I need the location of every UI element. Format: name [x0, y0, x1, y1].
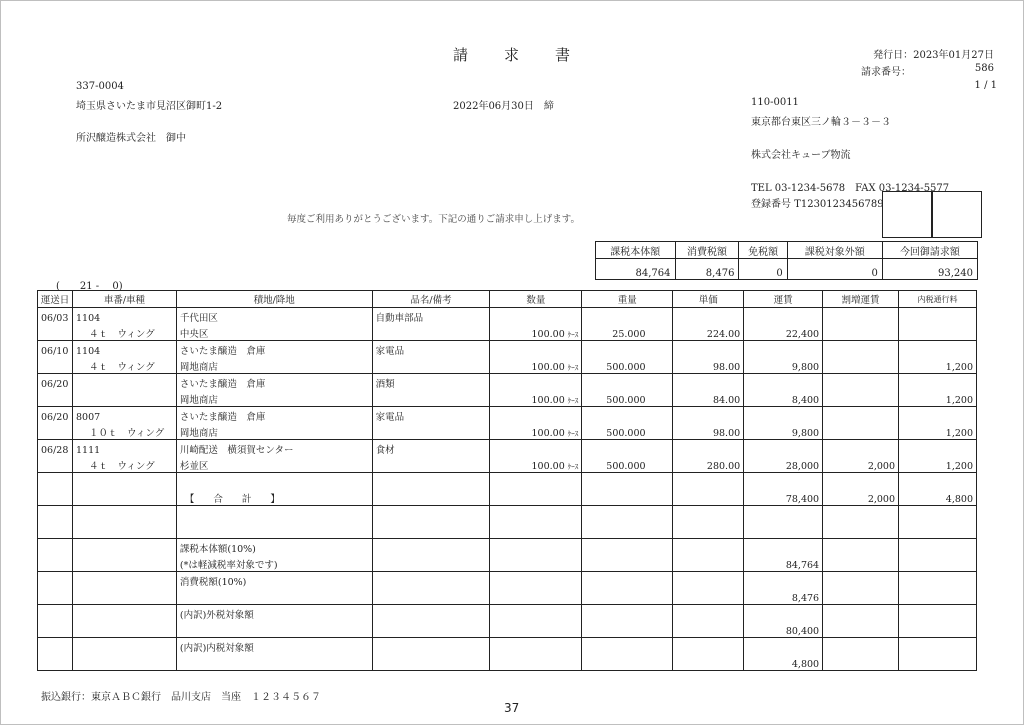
total-row [38, 473, 977, 490]
extra-fare [823, 390, 899, 407]
weight: 25.000 [582, 324, 673, 341]
column-header: 車番/車種 [72, 291, 176, 308]
load-place: さいたま醸造 倉庫 [176, 341, 372, 358]
ship-date: 06/10 [38, 341, 73, 358]
column-header: 単価 [673, 291, 744, 308]
extra-fare: 2,000 [823, 456, 899, 473]
internal-tax-amount: 4,800 [744, 654, 823, 671]
fare: 9,800 [744, 423, 823, 440]
seal-box-1 [882, 191, 933, 238]
unit-price: 84.00 [673, 390, 744, 407]
page-title: 請 求 書 [453, 46, 573, 64]
sender-address: 東京都台東区三ノ輪３－３－３ [751, 117, 891, 128]
table-row [38, 324, 977, 341]
total-extra-fare: 2,000 [823, 489, 899, 506]
bank-info: 振込銀行：東京ＡＢＣ銀行 品川支店 当座 １２３４５６７ [41, 692, 321, 703]
page-count: 1 / 1 [974, 80, 997, 91]
ship-date: 06/20 [38, 407, 73, 424]
column-header: 品名/備考 [372, 291, 490, 308]
load-place: さいたま醸造 倉庫 [176, 407, 372, 424]
breakdown-row [38, 588, 977, 605]
table-header-row [38, 291, 977, 308]
toll: 1,200 [899, 357, 977, 374]
weight: 500.000 [582, 357, 673, 374]
sheet-subtitle: ( 21 - 0) [56, 281, 123, 292]
summary-table [595, 241, 978, 280]
sender-name: 株式会社キューブ物流 [751, 150, 851, 161]
column-header: 積地/降地 [176, 291, 372, 308]
summary-nontaxable: 0 [787, 259, 882, 280]
summary-header: 今回御請求額 [882, 242, 977, 259]
unit-price: 280.00 [673, 456, 744, 473]
blank-row [38, 506, 977, 523]
extra-fare [823, 324, 899, 341]
car-type: ４ｔ ウィング [72, 324, 176, 341]
breakdown-row [38, 605, 977, 622]
sender-contact: TEL 03-1234-5678 FAX 03-1234-5577 [751, 183, 950, 194]
blank-row [38, 522, 977, 539]
sender-postal: 110-0011 [751, 97, 799, 108]
quantity: 100.00 ｹｰｽ [490, 324, 582, 341]
summary-header: 課税本体額 [596, 242, 676, 259]
fare: 28,000 [744, 456, 823, 473]
unload-place: 岡地商店 [176, 357, 372, 374]
reduced-rate-note: (*は軽減税率対象です) [176, 555, 372, 572]
total-toll: 4,800 [899, 489, 977, 506]
table-row [38, 423, 977, 440]
issue-date: 発行日：2023年01月27日 [873, 50, 994, 61]
breakdown-row [38, 621, 977, 638]
internal-tax-label: (内訳)内税対象額 [176, 638, 372, 655]
summary-header: 消費税額 [675, 242, 739, 259]
summary-header: 課税対象外額 [787, 242, 882, 259]
summary-taxable: 84,764 [596, 259, 676, 280]
invoice-number-label: 請求番号： [861, 67, 911, 78]
column-header: 重量 [582, 291, 673, 308]
column-header: 運送日 [38, 291, 73, 308]
unit-price: 98.00 [673, 423, 744, 440]
ship-date: 06/03 [38, 308, 73, 325]
column-header: 運賃 [744, 291, 823, 308]
total-fare: 78,400 [744, 489, 823, 506]
toll: 1,200 [899, 423, 977, 440]
car-type: ４ｔ ウィング [72, 456, 176, 473]
breakdown-row [38, 539, 977, 556]
recipient-address: 埼玉県さいたま市見沼区御町1-2 [76, 101, 223, 112]
quantity: 100.00 ｹｰｽ [490, 423, 582, 440]
greeting-message: 毎度ご利用ありがとうございます。下記の通りご請求申し上げます。 [287, 214, 580, 225]
fare: 22,400 [744, 324, 823, 341]
table-row [38, 341, 977, 358]
unload-place: 岡地商店 [176, 390, 372, 407]
recipient-name: 所沢醸造株式会社 御中 [76, 133, 186, 144]
weight: 500.000 [582, 423, 673, 440]
taxable-label: 課税本体額(10%) [176, 539, 372, 556]
toll: 1,200 [899, 390, 977, 407]
toll: 1,200 [899, 456, 977, 473]
table-row [38, 308, 977, 325]
breakdown-row [38, 555, 977, 572]
page-number: 37 [504, 701, 520, 715]
item-name: 食材 [372, 440, 490, 457]
table-row [38, 357, 977, 374]
car-number: 8007 [72, 407, 176, 424]
load-place: 川崎配送 横須賀センター [176, 440, 372, 457]
summary-total: 93,240 [882, 259, 977, 280]
breakdown-row [38, 654, 977, 671]
unload-place: 岡地商店 [176, 423, 372, 440]
unit-price: 224.00 [673, 324, 744, 341]
breakdown-row [38, 572, 977, 589]
total-row [38, 489, 977, 506]
extra-fare [823, 357, 899, 374]
registration-number: 登録番号 T1230123456789 [751, 199, 884, 210]
summary-header: 免税額 [739, 242, 787, 259]
item-name: 自動車部品 [372, 308, 490, 325]
tax-label: 消費税額(10%) [176, 572, 372, 589]
quantity: 100.00 ｹｰｽ [490, 456, 582, 473]
summary-exempt: 0 [739, 259, 787, 280]
item-name: 家電品 [372, 341, 490, 358]
unload-place: 杉並区 [176, 456, 372, 473]
ship-date: 06/20 [38, 374, 73, 391]
load-place: さいたま醸造 倉庫 [176, 374, 372, 391]
detail-table [37, 290, 977, 671]
seal-box-2 [931, 191, 982, 238]
toll [899, 324, 977, 341]
closing-date: 2022年06月30日 締 [453, 101, 554, 112]
unload-place: 中央区 [176, 324, 372, 341]
table-row [38, 440, 977, 457]
car-number [72, 374, 176, 391]
fare: 9,800 [744, 357, 823, 374]
column-header: 数量 [490, 291, 582, 308]
invoice-number: 586 [974, 63, 994, 74]
external-tax-label: (内訳)外税対象額 [176, 605, 372, 622]
car-number: 1111 [72, 440, 176, 457]
column-header: 内税通行料 [899, 291, 977, 308]
weight: 500.000 [582, 390, 673, 407]
extra-fare [823, 423, 899, 440]
car-number: 1104 [72, 341, 176, 358]
car-type: ４ｔ ウィング [72, 357, 176, 374]
external-tax-amount: 80,400 [744, 621, 823, 638]
taxable-amount: 84,764 [744, 555, 823, 572]
total-label: 【 合 計 】 [176, 489, 372, 506]
car-number: 1104 [72, 308, 176, 325]
table-row [38, 390, 977, 407]
table-row [38, 456, 977, 473]
recipient-postal: 337-0004 [76, 81, 124, 92]
ship-date: 06/28 [38, 440, 73, 457]
weight: 500.000 [582, 456, 673, 473]
item-name: 家電品 [372, 407, 490, 424]
unit-price: 98.00 [673, 357, 744, 374]
table-row [38, 407, 977, 424]
item-name: 酒類 [372, 374, 490, 391]
table-row [38, 374, 977, 391]
column-header: 割増運賃 [823, 291, 899, 308]
tax-amount: 8,476 [744, 588, 823, 605]
fare: 8,400 [744, 390, 823, 407]
load-place: 千代田区 [176, 308, 372, 325]
quantity: 100.00 ｹｰｽ [490, 390, 582, 407]
breakdown-row [38, 638, 977, 655]
summary-tax: 8,476 [675, 259, 739, 280]
car-type: １０ｔ ウィング [72, 423, 176, 440]
car-type [72, 390, 176, 407]
quantity: 100.00 ｹｰｽ [490, 357, 582, 374]
